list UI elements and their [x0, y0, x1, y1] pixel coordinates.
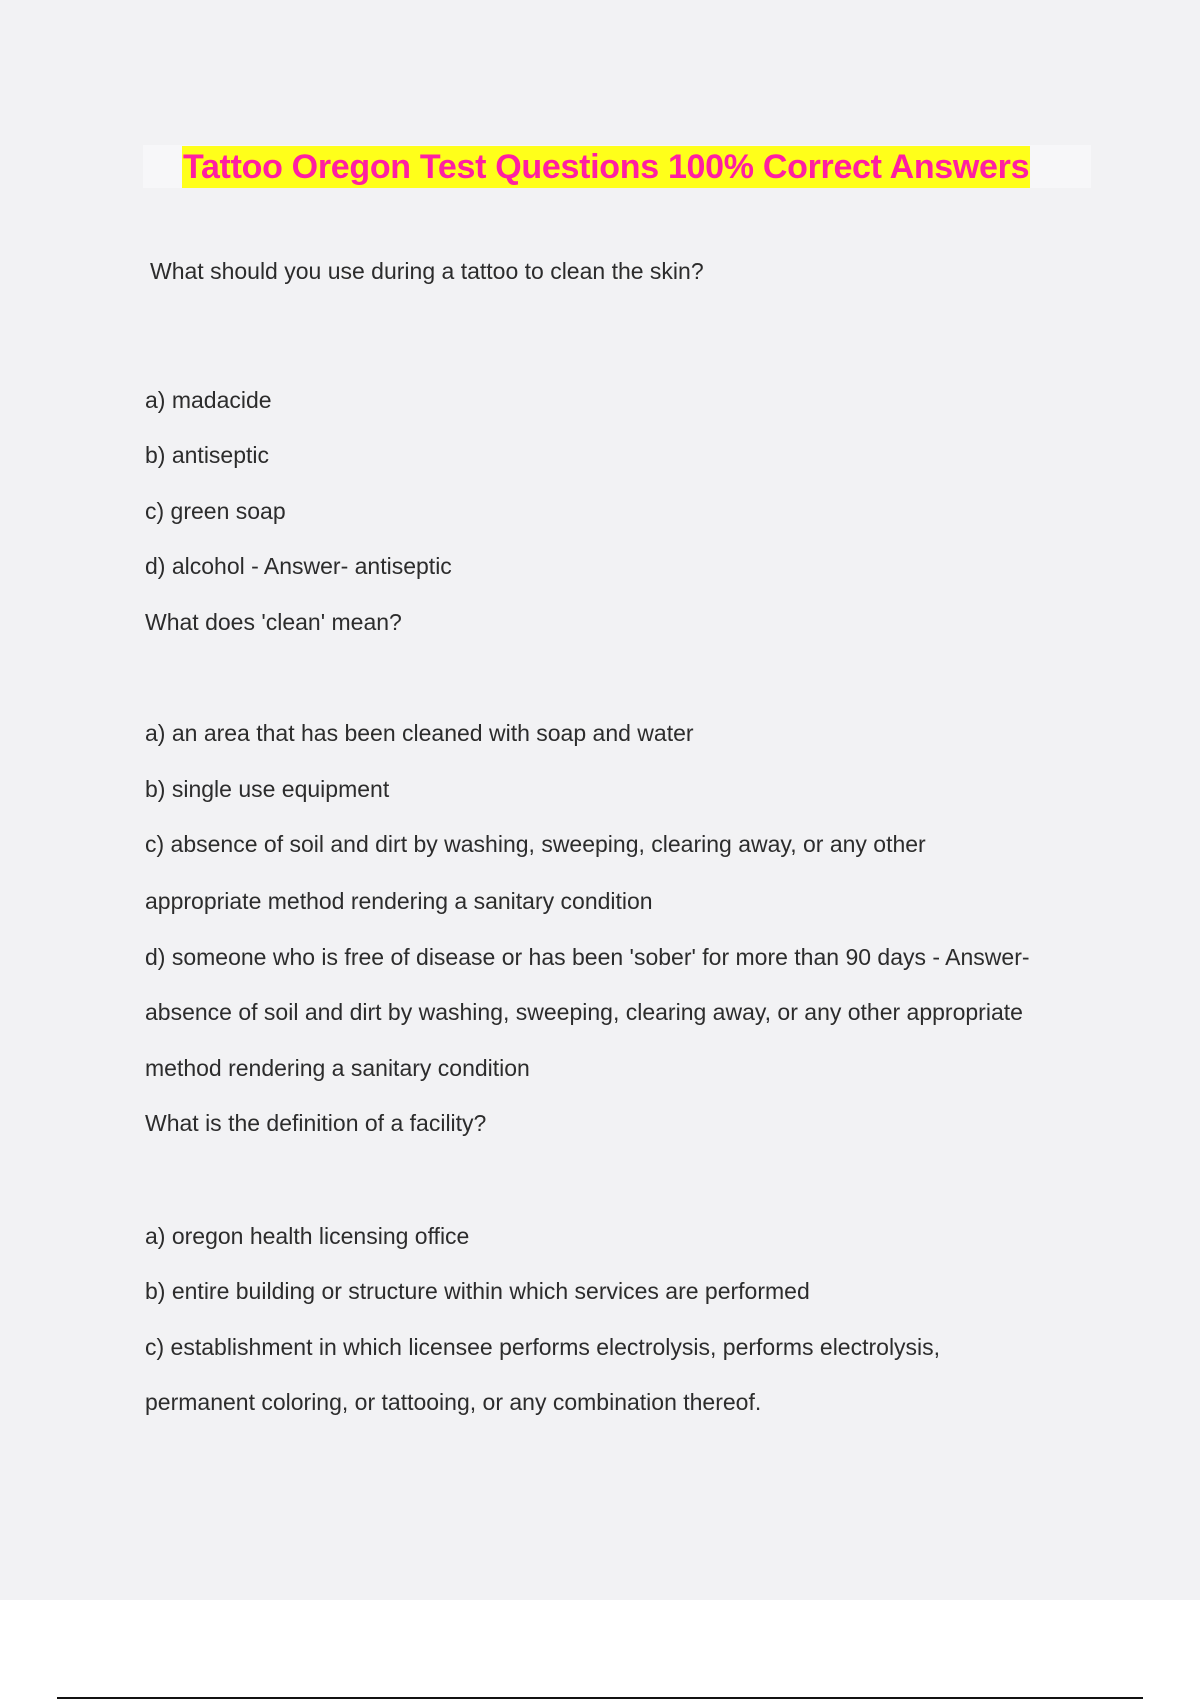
question-1-option-b: b) antiseptic: [145, 442, 270, 468]
page-title: Tattoo Oregon Test Questions 100% Correct Answers: [183, 148, 1030, 186]
question-2-answer-cont: method rendering a sanitary condition: [145, 1055, 530, 1081]
question-2-option-a: a) an area that has been cleaned with soap and water: [145, 720, 694, 746]
question-2-answer: absence of soil and dirt by washing, sweeping, clearing away, or any other appropriate: [145, 999, 1023, 1025]
question-2-option-c: c) absence of soil and dirt by washing, sweeping, clearing away, or any other: [145, 831, 926, 857]
question-1: What should you use during a tattoo to clean the skin?: [150, 258, 704, 284]
question-2: What does 'clean' mean?: [145, 609, 402, 635]
question-2-option-c-cont: appropriate method rendering a sanitary condition: [145, 888, 653, 914]
question-3-option-b: b) entire building or structure within which services are performed: [145, 1278, 810, 1304]
question-3-option-c-cont: permanent coloring, or tattooing, or any combination thereof.: [145, 1389, 762, 1415]
question-1-option-d-answer: d) alcohol - Answer- antiseptic: [145, 553, 452, 579]
footer-rule: [57, 1697, 1143, 1699]
question-3-option-a: a) oregon health licensing office: [145, 1223, 470, 1249]
question-3: What is the definition of a facility?: [145, 1110, 487, 1136]
question-3-option-c: c) establishment in which licensee performs electrolysis, performs electrolysis,: [145, 1334, 941, 1360]
question-2-option-d: d) someone who is free of disease or has been 'sober' for more than 90 days - Answer-: [145, 944, 1030, 970]
question-1-option-a: a) madacide: [145, 387, 272, 413]
question-1-option-c: c) green soap: [145, 498, 286, 524]
question-2-option-b: b) single use equipment: [145, 776, 390, 802]
